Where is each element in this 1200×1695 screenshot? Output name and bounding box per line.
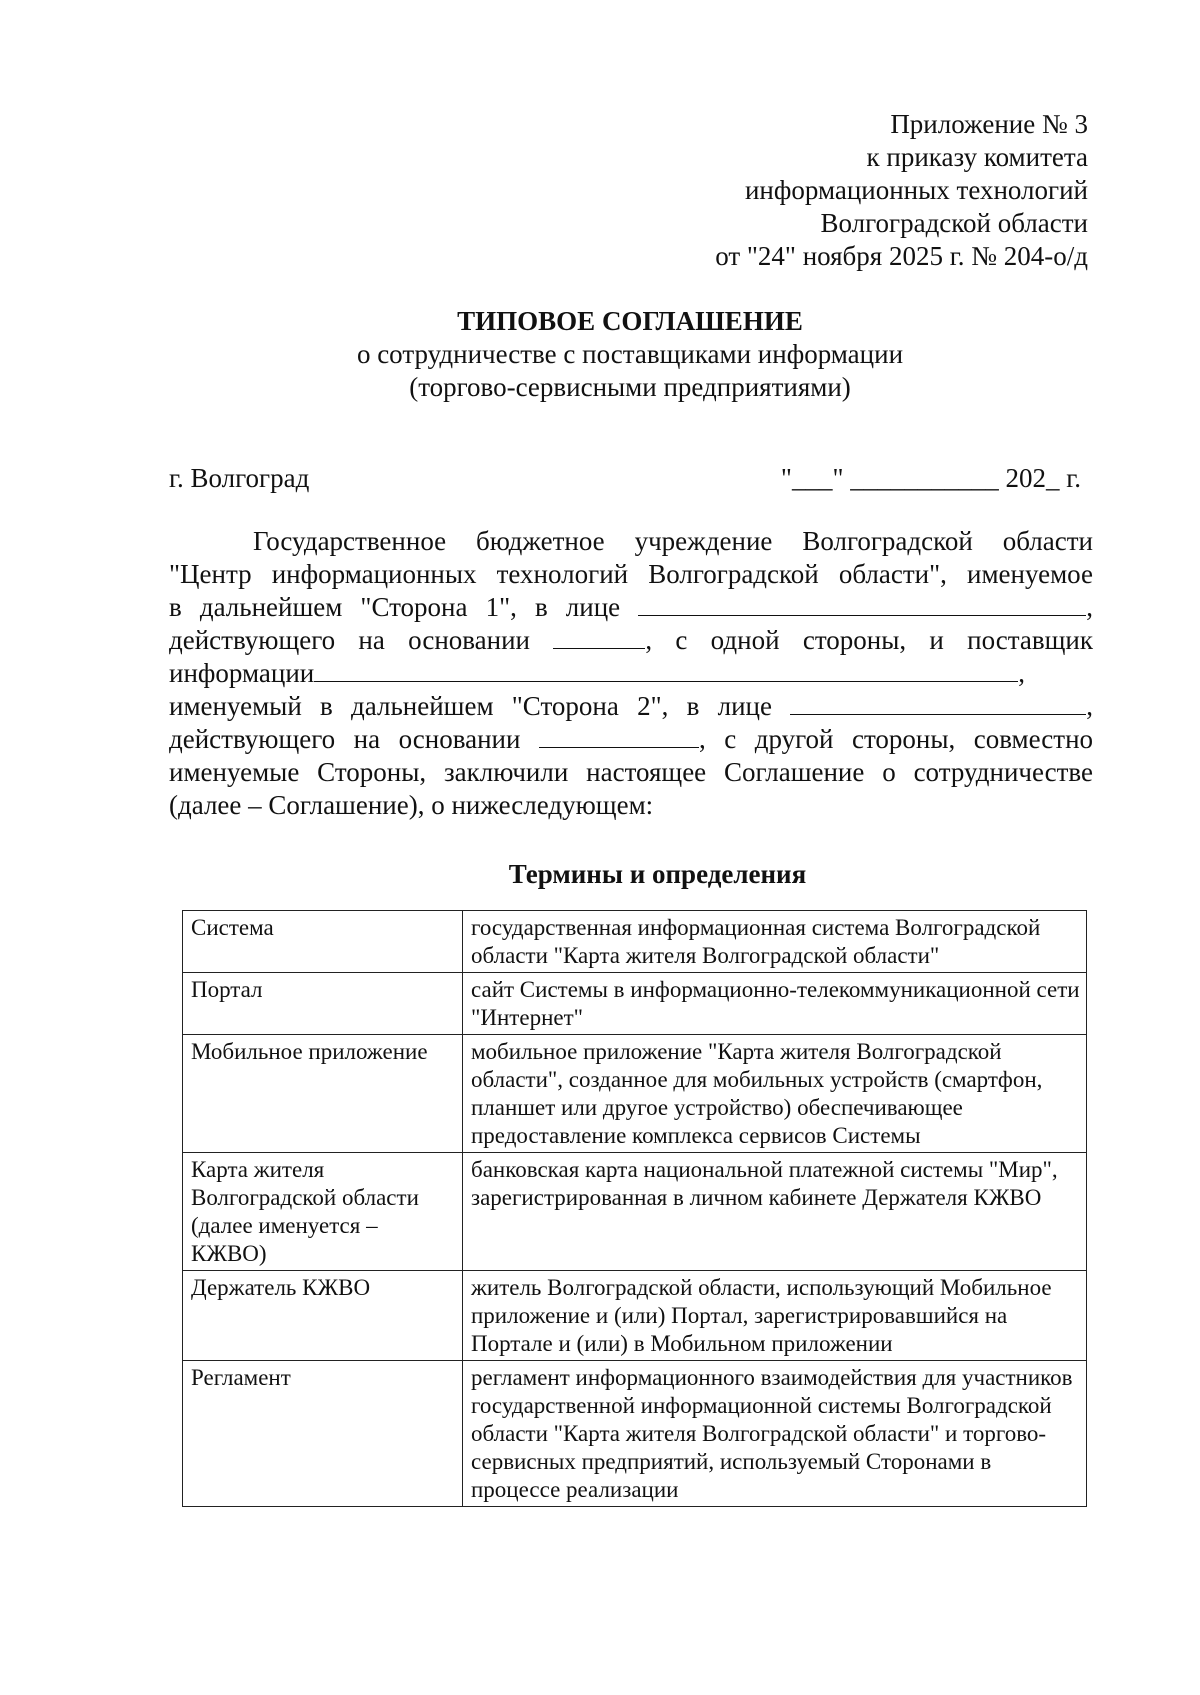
definition-cell: сайт Системы в информационно-телекоммуникационной сети "Интернет" — [463, 973, 1087, 1035]
intro-text: информации — [169, 658, 315, 688]
representative-blank-2 — [790, 690, 1086, 715]
basis-blank-1 — [553, 624, 645, 649]
definition-cell: банковская карта национальной платежной системы "Мир", зарегистрированная в личном кабинете Держателя КЖВО — [463, 1153, 1087, 1271]
signing-date-blank: "___" ___________ 202_ г. — [780, 463, 1081, 493]
appendix-line-3: информационных технологий — [744, 175, 1088, 205]
intro-text: действующего на основании — [169, 625, 531, 655]
intro-line: Государственное бюджетное учреждение Волгоградской области — [253, 526, 1093, 556]
appendix-line-2: к приказу комитета — [866, 142, 1088, 172]
supplier-name-blank — [314, 657, 1018, 682]
intro-line: именуемые Стороны, заключили настоящее Соглашение о сотрудничестве — [169, 757, 1093, 787]
definition-cell: регламент информационного взаимодействия для участников государственной информационной системы Волгоградской области "Карта жителя Волгоградской области" и торгово-сервисных предприятий, используемый Сторонами в процессе реализации — [463, 1361, 1087, 1507]
term-cell: Карта жителя Волгоградской области (далее именуется – КЖВО) — [183, 1153, 463, 1271]
place-date-line — [169, 462, 1081, 495]
definition-cell: житель Волгоградской области, использующий Мобильное приложение и (или) Портал, зарегистрировавшийся на Портале и (или) в Мобильном приложении — [463, 1271, 1087, 1361]
term-cell: Система — [183, 911, 463, 973]
document-title-block — [0, 305, 1200, 404]
appendix-line-1: Приложение № 3 — [890, 109, 1088, 139]
place-of-signing: г. Волгоград — [169, 463, 310, 493]
intro-line — [169, 690, 1093, 723]
definition-cell: государственная информационная система Волгоградской области "Карта жителя Волгоградской области" — [463, 911, 1087, 973]
document-subtitle-1: о сотрудничестве с поставщиками информации — [356, 339, 904, 369]
intro-text: , — [1086, 592, 1094, 622]
appendix-header — [715, 108, 1088, 273]
intro-line: "Центр информационных технологий Волгоградской области", именуемое — [169, 559, 1093, 589]
intro-line — [169, 657, 1093, 690]
basis-blank-2 — [539, 723, 699, 748]
document-subtitle-2: (торгово-сервисными предприятиями) — [409, 372, 851, 402]
table-row — [183, 973, 1087, 1035]
intro-line — [169, 723, 1093, 756]
table-row — [183, 1153, 1087, 1271]
intro-paragraph — [169, 525, 1093, 822]
table-row — [183, 1035, 1087, 1153]
section-title: Термины и определения — [508, 859, 807, 889]
intro-text: , — [1086, 691, 1094, 721]
appendix-line-5: от "24" ноября 2025 г. № 204-о/д — [715, 241, 1088, 271]
intro-text: именуемый в дальнейшем "Сторона 2", в лице — [169, 691, 772, 721]
intro-line — [169, 591, 1093, 624]
intro-text: , — [1018, 658, 1025, 688]
terms-table — [182, 910, 1087, 1507]
definition-cell: мобильное приложение "Карта жителя Волгоградской области", созданное для мобильных устройств (смартфон, планшет или другое устройство) обеспечивающее предоставление комплекса сервисов Системы — [463, 1035, 1087, 1153]
term-cell: Мобильное приложение — [183, 1035, 463, 1153]
table-row — [183, 1271, 1087, 1361]
intro-text: , с другой стороны, совместно — [698, 724, 1094, 754]
intro-text: в дальнейшем "Сторона 1", в лице — [169, 592, 621, 622]
intro-line — [169, 624, 1093, 657]
table-row — [183, 911, 1087, 973]
table-row — [183, 1361, 1087, 1507]
appendix-line-4: Волгоградской области — [820, 208, 1088, 238]
representative-blank-1 — [638, 591, 1086, 616]
term-cell: Портал — [183, 973, 463, 1035]
document-title: ТИПОВОЕ СОГЛАШЕНИЕ — [457, 306, 803, 336]
term-cell: Держатель КЖВО — [183, 1271, 463, 1361]
intro-line: (далее – Соглашение), о нижеследующем: — [169, 790, 654, 820]
term-cell: Регламент — [183, 1361, 463, 1507]
intro-text: действующего на основании — [169, 724, 521, 754]
intro-text: , с одной стороны, и поставщик — [645, 625, 1094, 655]
